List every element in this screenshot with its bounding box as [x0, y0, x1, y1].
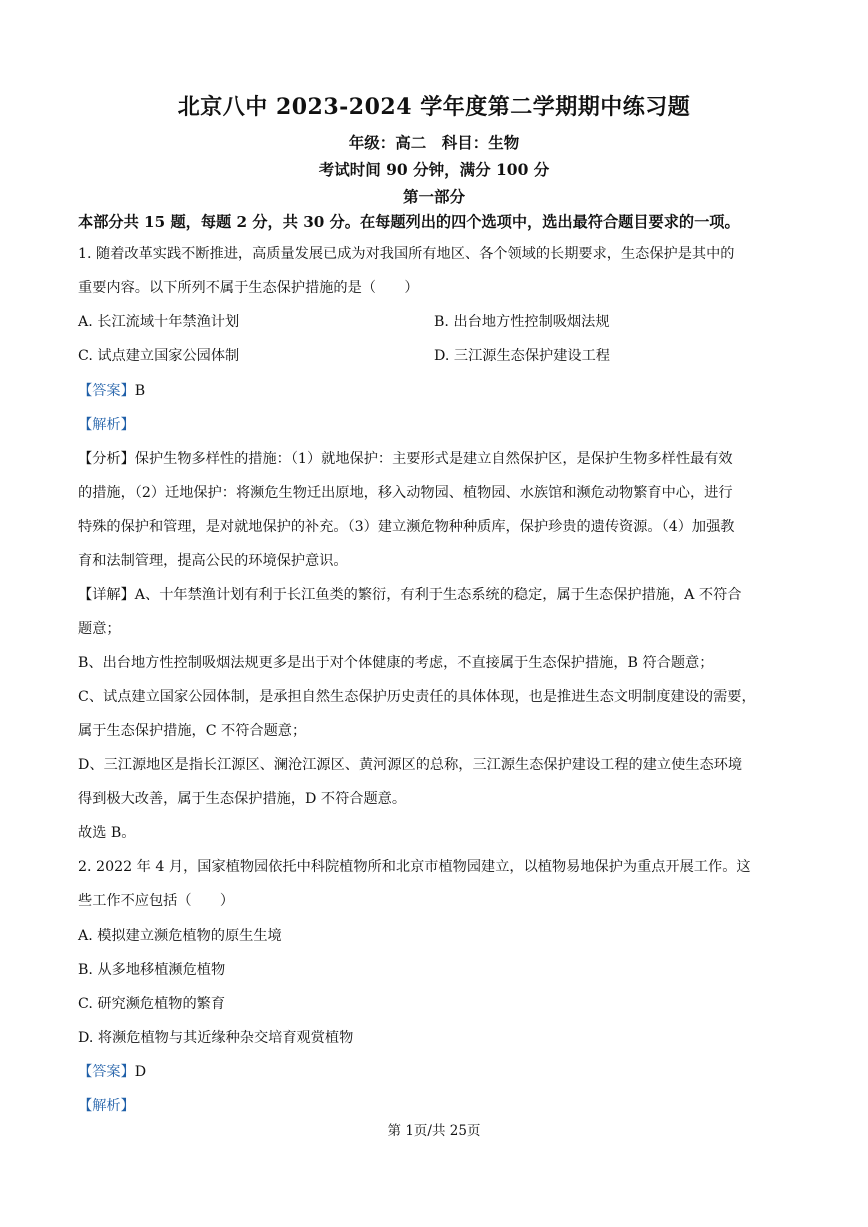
q1-xiangjie-line-5: 属于生态保护措施，C 不符合题意；	[78, 723, 307, 739]
q2-option-a: A. 模拟建立濒危植物的原生生境	[78, 928, 282, 944]
exam-title: 北京八中 2023-2024 学年度第二学期期中练习题	[177, 94, 691, 120]
q1-option-c: C. 试点建立国家公园体制	[78, 348, 240, 364]
q1-option-b: B. 出台地方性控制吸烟法规	[434, 314, 610, 330]
xiangjie-tag: 【详解】	[78, 587, 135, 603]
q1-xiangjie-line-3: B、出台地方性控制吸烟法规更多是出于对个体健康的考虑，不直接属于生态保护措施，B 符合题意；	[78, 655, 714, 671]
q2-analysis-tag	[78, 1096, 790, 1116]
answer-value: D	[134, 1064, 147, 1080]
q1-option-d: D. 三江源生态保护建设工程	[434, 348, 610, 364]
q1-stem-line-1: 1. 随着改革实践不断推进，高质量发展已成为对我国所有地区、各个领域的长期要求，生态保护是其中的	[78, 246, 735, 262]
q2-option-b: B. 从多地移植濒危植物	[78, 962, 226, 978]
q1-fenxi-line-2: 的措施，（2）迁地保护：将濒危生物迁出原地，移入动物园、植物园、水族馆和濒危动物繁育中心，进行	[78, 485, 733, 501]
q2-answer	[78, 1062, 790, 1082]
part-heading: 第一部分	[402, 187, 465, 206]
fenxi-text: 保护生物多样性的措施：（1）就地保护：主要形式是建立自然保护区，是保护生物多样性最有效	[134, 451, 733, 467]
q1-analysis-tag	[78, 415, 790, 435]
xiangjie-text: A、十年禁渔计划有利于长江鱼类的繁衍，有利于生态系统的稳定，属于生态保护措施，A 不符合	[134, 587, 742, 603]
q1-xiangjie-line-2: 题意；	[78, 621, 121, 637]
q1-answer	[78, 381, 790, 401]
q1-xiangjie-line-1	[78, 585, 790, 605]
q1-xiangjie-line-6: D、三江源地区是指长江源区、澜沧江源区、黄河源区的总称，三江源生态保护建设工程的建立使生态环境	[78, 757, 743, 773]
analysis-tag: 【解析】	[78, 1098, 135, 1114]
analysis-tag: 【解析】	[78, 417, 135, 433]
q2-option-d: D. 将濒危植物与其近缘种杂交培育观赏植物	[78, 1030, 354, 1046]
q2-stem-line-2: 些工作不应包括（ ）	[78, 893, 235, 909]
q1-xiangjie-line-4: C、试点建立国家公园体制，是承担自然生态保护历史责任的具体体现，也是推进生态文明制度建设的需要，	[78, 689, 756, 705]
fenxi-tag: 【分析】	[78, 451, 135, 467]
q1-stem-line-2: 重要内容。以下所列不属于生态保护措施的是（ ）	[78, 280, 419, 296]
answer-tag: 【答案】	[78, 383, 135, 399]
exam-info: 考试时间 90 分钟，满分 100 分	[318, 160, 550, 179]
page-footer: 第 1页/共 25页	[387, 1123, 481, 1139]
grade-subject: 年级：高二 科目：生物	[348, 133, 520, 152]
q1-xiangjie-line-7: 得到极大改善，属于生态保护措施，D 不符合题意。	[78, 791, 407, 807]
q1-option-a: A. 长江流域十年禁渔计划	[78, 314, 240, 330]
answer-value: B	[134, 383, 146, 399]
q2-stem-line-1: 2. 2022 年 4 月，国家植物园依托中科院植物所和北京市植物园建立，以植物易地保护为重点开展工作。这	[78, 859, 751, 875]
q1-fenxi-line-4: 育和法制管理，提高公民的环境保护意识。	[78, 553, 348, 569]
q2-option-c: C. 研究濒危植物的繁育	[78, 996, 226, 1012]
q1-conclusion: 故选 B。	[78, 825, 136, 841]
answer-tag: 【答案】	[78, 1064, 135, 1080]
q1-fenxi-line-1	[78, 449, 790, 469]
q1-fenxi-line-3: 特殊的保护和管理，是对就地保护的补充。（3）建立濒危物种种质库，保护珍贵的遗传资源。（4）加强教	[78, 519, 735, 535]
section-instructions: 本部分共 15 题，每题 2 分，共 30 分。在每题列出的四个选项中，选出最符合题目要求的一项。	[78, 213, 740, 231]
